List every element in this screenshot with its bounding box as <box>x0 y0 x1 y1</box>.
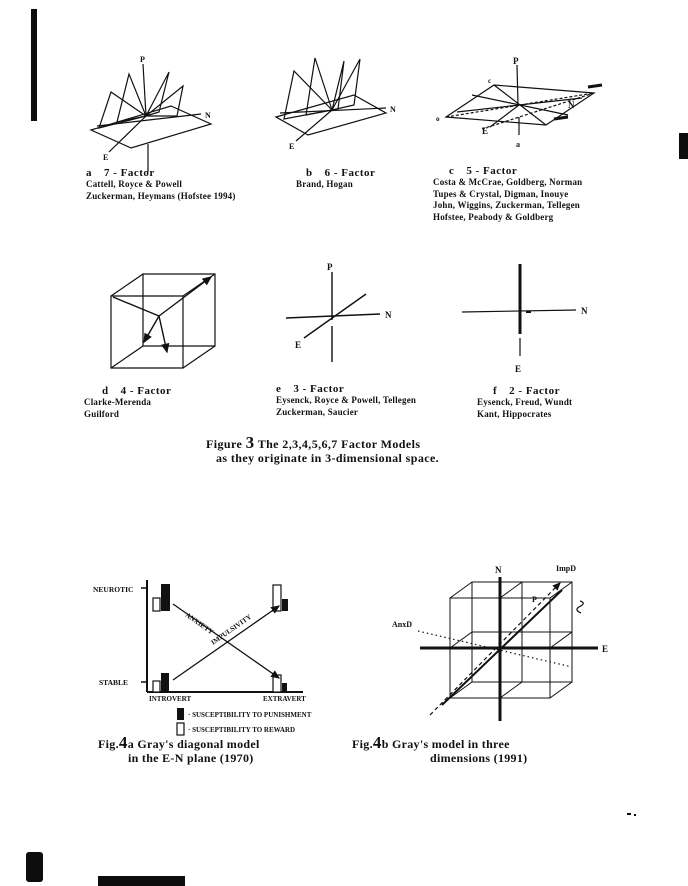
panel-authors <box>84 397 254 420</box>
panel-factor-title: 5 - Factor <box>466 165 518 177</box>
fig-letter: b <box>381 737 389 751</box>
panel-letter: e <box>276 383 282 395</box>
scan-speck <box>634 814 636 816</box>
smudge-mark <box>588 85 602 87</box>
author-line: Eysenck, Freud, Wundt <box>477 397 573 407</box>
author-line: John, Wiggins, Zuckerman, Tellegen <box>433 200 580 210</box>
x-axis-left-label: INTROVERT <box>149 695 192 703</box>
panel-label-e <box>276 383 476 418</box>
scan-artifact-bottom-left-blob <box>26 852 43 882</box>
scan-speck <box>627 813 631 815</box>
punishment-bar <box>161 584 170 611</box>
figure3-caption-line1 <box>206 433 496 452</box>
legend-reward-label: · SUSCEPTIBILITY TO REWARD <box>188 726 296 734</box>
plane-mark-c: c <box>488 77 492 85</box>
diagram-7-factor <box>85 52 220 177</box>
fig-letter: a <box>127 737 134 751</box>
panel-title <box>86 167 296 179</box>
diagram-3-factor <box>268 256 433 378</box>
cube-edges <box>111 274 215 368</box>
panel-letter: a <box>86 167 92 179</box>
author-line: Zuckerman, Heymans (Hofstee 1994) <box>86 190 236 201</box>
legend-punishment-label: · SUSCEPTIBILITY TO PUNISHMENT <box>188 711 312 719</box>
author-line: Zuckerman, Saucier <box>276 406 359 417</box>
axis-label-n: N <box>568 100 575 110</box>
author-line: Costa & McCrae, Goldberg, Norman <box>433 177 583 187</box>
diagram-5-factor <box>432 55 647 160</box>
punishment-bar <box>282 599 288 611</box>
panel-title <box>84 385 254 397</box>
figure3-caption-line2: as they originate in 3-dimensional space. <box>216 451 440 465</box>
panel-letter: b <box>306 167 313 179</box>
y-axis-bottom-label: STABLE <box>99 678 129 687</box>
fig4a-caption <box>98 733 348 765</box>
scan-artifact-right-tick <box>679 133 688 159</box>
anxd-dimension-label: AnxD <box>392 620 413 629</box>
fig-number: 4 <box>118 733 128 752</box>
plane-mark-a: a <box>516 140 520 149</box>
panel-title <box>288 167 448 179</box>
model-axes <box>420 577 598 721</box>
panel-authors <box>433 177 653 223</box>
factor-arrows <box>113 277 211 352</box>
plane-mark-o: o <box>436 115 440 123</box>
panel-authors <box>288 179 448 191</box>
n-axis-label: N <box>495 565 502 575</box>
factor-plane-and-axes <box>446 65 602 135</box>
chart-legend <box>177 708 312 735</box>
x-axis-right-label: EXTRAVERT <box>263 695 306 703</box>
fig-number: 4 <box>372 733 382 752</box>
panel-factor-title: 4 - Factor <box>120 385 172 397</box>
fig4b-caption-line2: dimensions (1991) <box>430 751 528 765</box>
fig4b-caption-line1 <box>352 733 612 752</box>
figure3-caption-text: The 2,3,4,5,6,7 Factor Models <box>257 437 421 451</box>
reward-bar <box>153 681 160 692</box>
handwritten-mark <box>577 601 583 613</box>
author-line: Kant, Hippocrates <box>477 408 552 419</box>
axes <box>462 264 576 356</box>
fig-word: Fig. <box>98 737 119 751</box>
panel-label-d <box>84 385 254 420</box>
figure3-caption <box>206 433 496 465</box>
panel-label-c <box>433 165 653 223</box>
filled-bar-icon <box>177 708 184 720</box>
panel-factor-title: 7 - Factor <box>104 167 155 179</box>
panel-authors <box>276 395 476 418</box>
axis-label-e: E <box>295 340 302 350</box>
axis-label-e: E <box>103 153 109 162</box>
fig4a-caption-line1 <box>98 733 348 752</box>
fig4b-caption-text: Gray's model in three <box>391 737 510 751</box>
axis-label-n: N <box>390 105 396 114</box>
axis-label-p: P <box>140 55 145 64</box>
impd-dimension-label: ImpD <box>556 564 577 573</box>
author-line: Eysenck, Royce & Powell, Tellegen <box>276 395 417 405</box>
panel-factor-title: 6 - Factor <box>324 167 376 179</box>
y-axis-top-label: NEUROTIC <box>93 585 134 594</box>
scan-artifact-bottom-bar <box>98 876 185 886</box>
panel-title <box>477 385 657 397</box>
e-axis-label: E <box>602 644 609 654</box>
gray-diagonal-model-chart <box>85 572 317 734</box>
gray-3d-model-diagram <box>390 555 622 730</box>
axis-label-e: E <box>482 126 489 136</box>
panel-authors <box>86 179 296 202</box>
diagram-2-factor <box>448 256 613 378</box>
impulsivity-diagonal-label: IMPULSIVITY <box>209 612 254 647</box>
p-label: P <box>532 595 537 604</box>
open-bar-icon <box>177 723 184 735</box>
fig-word: Fig. <box>352 737 373 751</box>
author-line: Brand, Hogan <box>296 179 353 189</box>
panel-factor-title: 2 - Factor <box>509 385 560 397</box>
author-line: Tupes & Crystal, Digman, Inouye <box>433 188 569 199</box>
fig4b-caption <box>352 733 612 765</box>
punishment-bar <box>282 683 287 692</box>
axis-label-e: E <box>289 142 295 151</box>
author-line: Cattell, Royce & Powell <box>86 179 183 189</box>
panel-title <box>276 383 476 395</box>
smudge-mark <box>554 117 568 119</box>
diagram-6-factor <box>258 53 428 168</box>
axis-label-p: P <box>513 56 519 66</box>
factor-plane-and-axes <box>276 58 386 141</box>
panel-letter: f <box>493 385 498 397</box>
panel-title <box>433 165 653 177</box>
diagram-4-factor-cube <box>95 258 245 380</box>
reward-bar <box>273 675 281 692</box>
panel-authors <box>477 397 657 420</box>
axis-label-n: N <box>581 306 588 316</box>
panel-letter: c <box>449 165 455 177</box>
factor-plane-and-axes <box>91 64 211 172</box>
panel-factor-title: 3 - Factor <box>293 383 345 395</box>
panel-label-b <box>288 167 448 191</box>
author-line: Hofstee, Peabody & Goldberg <box>433 211 554 222</box>
reward-bar <box>153 598 160 611</box>
figure-word: Figure <box>206 437 243 451</box>
fig4a-caption-text: Gray's diagonal model <box>137 737 260 751</box>
punishment-bar <box>161 673 169 692</box>
scan-artifact-left-bar <box>31 9 37 121</box>
author-line: Clarke-Merenda <box>84 397 152 407</box>
panel-label-a <box>86 167 296 202</box>
figure-number: 3 <box>245 433 255 452</box>
panel-label-f <box>477 385 657 420</box>
panel-letter: d <box>102 385 109 397</box>
fig4a-caption-line2: in the E-N plane (1970) <box>128 751 254 765</box>
axis-label-n: N <box>205 111 211 120</box>
axis-label-e: E <box>515 364 522 374</box>
author-line: Guilford <box>84 408 120 419</box>
anxiety-diagonal-label: ANXIETY <box>183 611 215 637</box>
axis-label-p: P <box>327 262 333 272</box>
axis-label-n: N <box>385 310 392 320</box>
